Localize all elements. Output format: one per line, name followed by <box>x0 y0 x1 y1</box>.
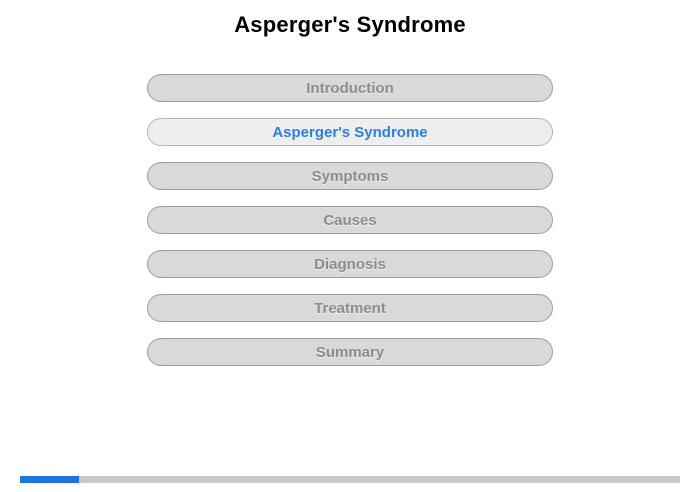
nav-item-diagnosis[interactable]: Diagnosis <box>147 250 553 278</box>
page-title: Asperger's Syndrome <box>234 12 466 37</box>
nav-item-symptoms[interactable]: Symptoms <box>147 162 553 190</box>
nav-item-summary[interactable]: Summary <box>147 338 553 366</box>
nav-item-causes[interactable]: Causes <box>147 206 553 234</box>
nav-item-treatment[interactable]: Treatment <box>147 294 553 322</box>
section-nav-list <box>0 74 700 366</box>
nav-item-introduction[interactable]: Introduction <box>147 74 553 102</box>
nav-item-aspergers-syndrome[interactable]: Asperger's Syndrome <box>147 118 553 146</box>
